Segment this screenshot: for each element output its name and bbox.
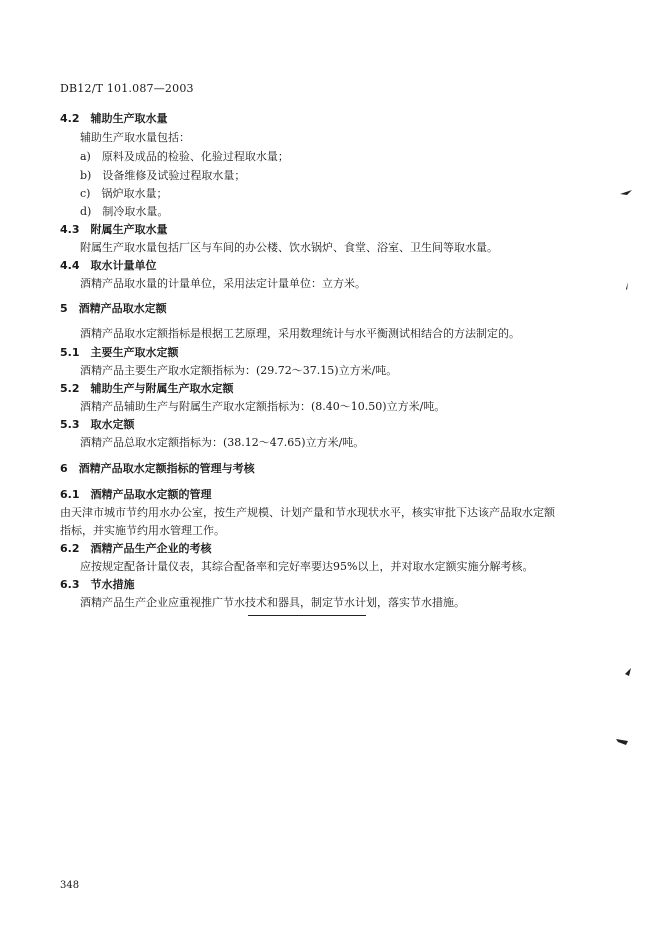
body-text-line: 酒精产品主要生产取水定额指标为：(29.72～37.15)立方米/吨。 [80,364,398,377]
end-separator-line [248,615,366,616]
body-text-line: 酒精产品总取水定额指标为：(38.12～47.65)立方米/吨。 [80,436,365,449]
body-text-line: 应按规定配备计量仪表，其综合配备率和完好率要达95%以上，并对取水定额实施分解考核。 [80,560,534,573]
body-text-line: 附属生产取水量包括厂区与车间的办公楼、饮水锅炉、食堂、浴室、卫生间等取水量。 [80,241,498,254]
scan-mark-2 [618,278,638,294]
scan-mark-1 [618,184,638,200]
body-text-line: 酒精产品辅助生产与附属生产取水定额指标为：(8.40～10.50)立方米/吨。 [80,400,446,413]
section-heading: 4.2 辅助生产取水量 [60,112,168,125]
section-heading: 4.4 取水计量单位 [60,259,157,272]
body-text-line: 指标，并实施节约用水管理工作。 [60,524,225,537]
body-text-line: d) 制冷取水量。 [80,205,169,218]
body-text-line: 酒精产品取水定额指标是根据工艺原理，采用数理统计与水平衡测试相结合的方法制定的。 [80,327,520,340]
section-heading: 6.1 酒精产品取水定额的管理 [60,488,212,501]
body-text-line: c) 锅炉取水量； [80,187,168,200]
section-heading: 4.3 附属生产取水量 [60,223,168,236]
body-text-line: b) 设备维修及试验过程取水量； [80,169,246,182]
body-text-line: 酒精产品生产企业应重视推广节水技术和器具，制定节水计划，落实节水措施。 [80,596,465,609]
scan-mark-4 [614,736,634,748]
document-code-header: DB12/T 101.087—2003 [60,82,194,95]
body-text-line: 由天津市城市节约用水办公室，按生产规模、计划产量和节水现状水平，核实审批下达该产品取水定额 [60,506,555,519]
section-heading: 5.2 辅助生产与附属生产取水定额 [60,382,234,395]
scan-mark-3 [620,664,638,680]
section-heading: 5.3 取水定额 [60,418,135,431]
body-text-line: 辅助生产取水量包括： [80,131,190,144]
section-heading: 5 酒精产品取水定额 [60,302,167,315]
section-heading: 6 酒精产品取水定额指标的管理与考核 [60,462,255,475]
page-number: 348 [60,880,80,891]
section-heading: 5.1 主要生产取水定额 [60,346,179,359]
section-heading: 6.3 节水措施 [60,578,135,591]
body-text-line: 酒精产品取水量的计量单位，采用法定计量单位：立方米。 [80,277,366,290]
section-heading: 6.2 酒精产品生产企业的考核 [60,542,212,555]
body-text-line: a) 原料及成品的检验、化验过程取水量； [80,150,289,163]
